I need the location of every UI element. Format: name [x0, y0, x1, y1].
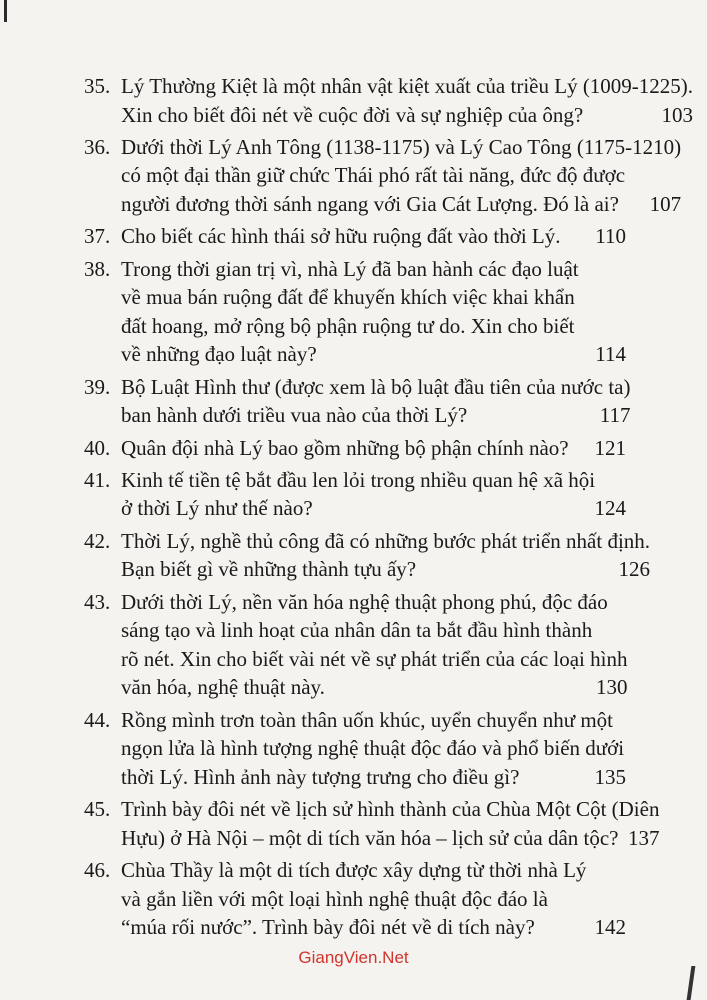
entry-text: ở thời Lý như thế nào? [121, 496, 313, 521]
toc-entry [84, 588, 626, 702]
entry-number: 42. [84, 528, 111, 553]
entry-line [121, 555, 650, 584]
entry-body [121, 856, 626, 942]
page-edge-mark-top [4, 0, 7, 22]
entry-text: Rồng mình trơn toàn thân uốn khúc, uyển chuyển như một [121, 707, 614, 732]
page-number: 114 [595, 342, 626, 367]
toc-entry [84, 434, 626, 463]
entry-number: 46. [84, 858, 111, 882]
page-number: 130 [595, 675, 628, 700]
entry-line [121, 763, 626, 792]
entry-line [121, 222, 626, 251]
entry-body [121, 466, 626, 523]
entry-text: về mua bán ruộng đất để khuyến khích việc khai khẩn [121, 285, 575, 310]
entry-number: 39. [84, 374, 111, 399]
entry-text: Xin cho biết đôi nét về cuộc đời và sự nghiệp của ông? [121, 102, 584, 127]
entry-line [121, 434, 626, 463]
entry-number: 38. [84, 256, 111, 281]
entry-body [121, 588, 627, 702]
entry-text: ban hành dưới triều vua nào của thời Lý? [121, 403, 468, 428]
entry-line [121, 527, 650, 556]
entry-line [121, 673, 627, 702]
entry-body [121, 706, 626, 792]
entry-text: sáng tạo và linh hoạt của nhân dân ta bắt đầu hình thành [121, 618, 593, 643]
entry-text: “múa rối nước”. Trình bày đôi nét về di tích này? [121, 915, 535, 940]
entry-body [121, 72, 693, 129]
entry-text: Trình bày đôi nét về lịch sử hình thành của Chùa Một Cột (Diên [121, 797, 660, 822]
entry-number: 36. [84, 134, 111, 159]
entry-number: 43. [84, 589, 111, 614]
toc-entry [84, 466, 626, 523]
entry-line [121, 466, 626, 495]
entry-body [121, 133, 681, 219]
entry-text: người đương thời sánh ngang với Gia Cát Lượng. Đó là ai? [121, 192, 619, 217]
entry-line [121, 101, 693, 130]
entry-number: 41. [84, 467, 111, 492]
entry-text: Cho biết các hình thái sở hữu ruộng đất vào thời Lý. [121, 224, 561, 249]
page-number: 124 [594, 496, 626, 521]
entry-text: Chùa Thầy là một di tích được xây dựng từ thời nhà Lý [121, 858, 587, 882]
entry-line [121, 588, 627, 617]
entry-line [121, 795, 659, 824]
entry-line [121, 373, 630, 402]
entry-text: thời Lý. Hình ảnh này tượng trưng cho điều gì? [121, 764, 520, 789]
entry-line [121, 913, 626, 942]
entry-number: 44. [84, 707, 111, 732]
entry-line [121, 312, 626, 341]
entry-body [121, 795, 659, 852]
entry-text: ngọn lửa là hình tượng nghệ thuật độc đáo và phổ biến dưới [121, 736, 625, 761]
entry-body [121, 434, 626, 463]
entry-text: Bộ Luật Hình thư (được xem là bộ luật đầu tiên của nước ta) [121, 374, 631, 399]
page-number: 142 [594, 915, 626, 940]
watermark-footer: GiangVien.Net [298, 948, 409, 967]
toc-entry [84, 795, 660, 852]
entry-line [121, 885, 626, 914]
toc-entry [84, 527, 651, 584]
entry-text: Hựu) ở Hà Nội – một di tích văn hóa – lịch sử của dân tộc? [121, 825, 619, 850]
entry-body [121, 373, 630, 430]
entry-body [121, 222, 626, 251]
entry-text: Bạn biết gì về những thành tựu ấy? [121, 557, 417, 582]
entry-text: rõ nét. Xin cho biết vài nét về sự phát triển của các loại hình [121, 646, 628, 671]
entry-text: có một đại thần giữ chức Thái phó rất tài năng, đức độ được [121, 163, 626, 188]
entry-line [121, 340, 626, 369]
entry-text: và gắn liền với một loại hình nghệ thuật độc đáo là [121, 886, 548, 911]
entry-number: 45. [84, 797, 111, 822]
page-number: 110 [595, 224, 626, 249]
entry-line [121, 133, 681, 162]
entry-body [121, 527, 650, 584]
entry-text: Dưới thời Lý, nền văn hóa nghệ thuật phong phú, độc đáo [121, 589, 608, 614]
toc-entry [84, 72, 694, 129]
entry-body [121, 255, 626, 369]
entry-text: Kinh tế tiền tệ bắt đầu len lỏi trong nhiều quan hệ xã hội [121, 467, 596, 492]
entry-text: Dưới thời Lý Anh Tông (1138-1175) và Lý Cao Tông (1175-1210) [121, 134, 682, 159]
entry-line [121, 856, 626, 885]
entry-line [121, 734, 626, 763]
entry-text: Quân đội nhà Lý bao gồm những bộ phận chính nào? [121, 435, 569, 460]
entry-line [121, 72, 693, 101]
page-number: 117 [599, 403, 631, 428]
page-number: 135 [594, 764, 626, 789]
entry-number: 35. [84, 74, 111, 98]
page-edge-mark-bottom [687, 966, 696, 1000]
entry-line [121, 401, 630, 430]
entry-text: Thời Lý, nghề thủ công đã có những bước phát triển nhất định. [121, 528, 651, 553]
entry-line [121, 494, 626, 523]
page-number: 107 [649, 192, 682, 217]
entry-text: Trong thời gian trị vì, nhà Lý đã ban hành các đạo luật [121, 256, 579, 281]
entry-line [121, 283, 626, 312]
toc-entry [84, 706, 626, 792]
entry-text: Lý Thường Kiệt là một nhân vật kiệt xuất của triều Lý (1009-1225). [121, 74, 694, 98]
toc-entry [84, 222, 626, 251]
entry-number: 37. [84, 224, 111, 249]
entry-line [121, 161, 681, 190]
entry-text: đất hoang, mở rộng bộ phận ruộng tư do. Xin cho biết [121, 313, 575, 338]
toc-entry [84, 255, 626, 369]
entry-text: văn hóa, nghệ thuật này. [121, 675, 325, 700]
page-number: 126 [618, 557, 651, 582]
toc-entry [84, 133, 682, 219]
entry-line [121, 616, 627, 645]
page-number: 103 [661, 102, 694, 127]
page-number: 137 [627, 825, 660, 850]
toc-entry [84, 373, 631, 430]
table-of-contents [84, 72, 694, 945]
entry-line [121, 645, 627, 674]
entry-line [121, 255, 626, 284]
entry-line [121, 190, 681, 219]
toc-entry [84, 856, 626, 942]
entry-line [121, 824, 659, 853]
entry-number: 40. [84, 435, 111, 460]
entry-text: về những đạo luật này? [121, 342, 317, 367]
page-number: 121 [594, 435, 626, 460]
entry-line [121, 706, 626, 735]
